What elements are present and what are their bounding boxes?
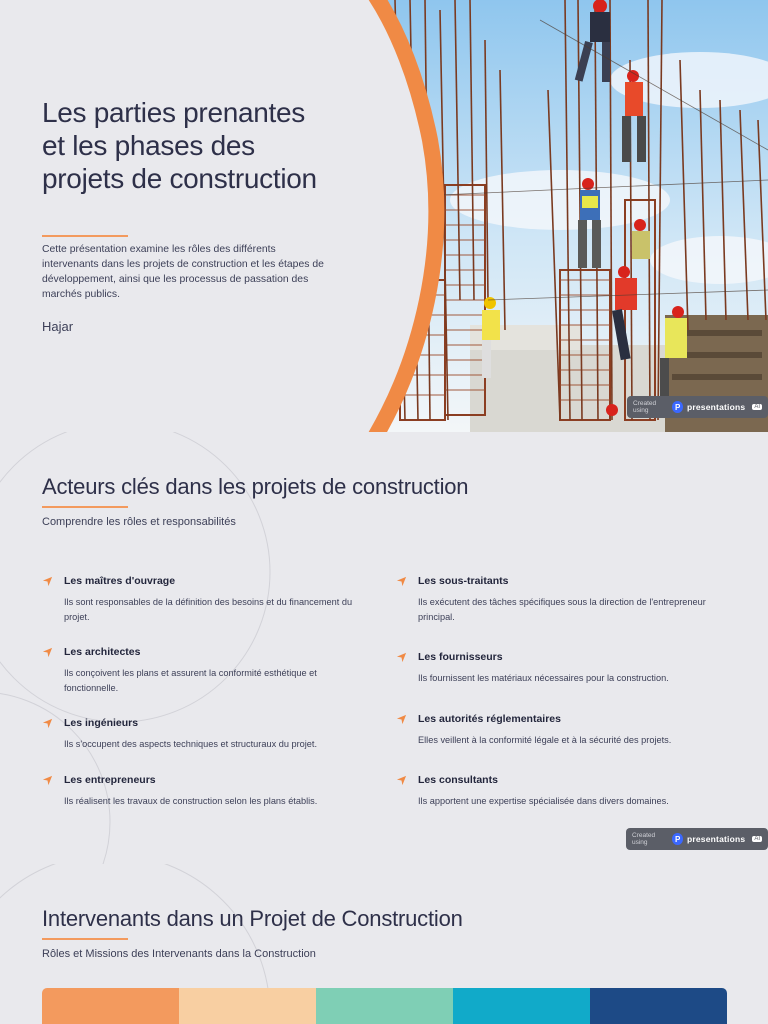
item-title: Les autorités réglementaires	[418, 713, 561, 725]
arrow-pointer-icon	[396, 714, 407, 725]
item-title: Les sous-traitants	[418, 575, 509, 587]
item-description: Ils s'occupent des aspects techniques et structuraux du projet.	[64, 739, 318, 749]
arrow-pointer-icon	[396, 775, 407, 786]
color-segment	[316, 988, 453, 1024]
slide-key-actors	[0, 432, 768, 864]
slide-description: Cette présentation examine les rôles des différents intervenants dans les projets de construction et les étapes de développement, ainsi que les processus de passation des marchés publics.	[42, 244, 324, 300]
item-description: Ils fournissent les matériaux nécessaires pour la construction.	[418, 673, 669, 683]
slide-stakeholders	[0, 864, 768, 1024]
arrow-pointer-icon	[396, 576, 407, 587]
slide-title	[0, 0, 768, 432]
item-description: Ils réalisent les travaux de construction selon les plans établis.	[64, 796, 318, 806]
presentations-watermark[interactable]	[626, 828, 768, 850]
item-description: Ils exécutent des tâches spécifiques sous la direction de l'entrepreneur principal.	[418, 597, 706, 622]
item-description: Ils sont responsables de la définition des besoins et du financement du projet.	[64, 597, 353, 622]
arrow-pointer-icon	[42, 647, 53, 658]
section-title: Intervenants dans un Projet de Construction	[42, 906, 463, 931]
item-title: Les maîtres d'ouvrage	[64, 575, 176, 587]
arrow-pointer-icon	[42, 576, 53, 587]
section-subtitle: Rôles et Missions des Intervenants dans la Construction	[42, 948, 316, 960]
item-title: Les ingénieurs	[64, 717, 139, 729]
brand-label: presentations	[686, 402, 746, 412]
item-title: Les entrepreneurs	[64, 774, 156, 786]
brand-suffix-label: AI	[754, 836, 760, 842]
color-segment	[179, 988, 316, 1024]
color-segment	[42, 988, 179, 1024]
item-description: Ils conçoivent les plans et assurent la conformité esthétique et fonctionnelle.	[64, 668, 317, 693]
brand-suffix-label: AI	[754, 404, 760, 410]
section-subtitle: Comprendre les rôles et responsabilités	[42, 516, 236, 528]
arrow-pointer-icon	[42, 775, 53, 786]
item-description: Ils apportent une expertise spécialisée dans divers domaines.	[418, 796, 669, 806]
title-accent-line	[42, 235, 128, 237]
brand-label: presentations	[686, 834, 746, 844]
created-using-label: Created using	[633, 400, 657, 414]
item-title: Les consultants	[418, 774, 498, 786]
color-segment	[590, 988, 727, 1024]
presentations-logo-icon: P	[672, 833, 683, 845]
item-title: Les architectes	[64, 646, 141, 658]
arrow-pointer-icon	[396, 652, 407, 663]
arrow-pointer-icon	[42, 718, 53, 729]
item-title: Les fournisseurs	[418, 651, 503, 663]
item-description: Elles veillent à la conformité légale et à la sécurité des projets.	[418, 735, 672, 745]
presentations-logo-icon: P	[672, 401, 683, 413]
created-using-label: Created using	[632, 832, 656, 846]
color-segment	[453, 988, 590, 1024]
section-title: Acteurs clés dans les projets de construction	[42, 474, 469, 499]
stakeholder-color-bar	[42, 988, 727, 1024]
author-name: Hajar	[42, 319, 74, 334]
page-title: Les parties prenantes et les phases des projets de construction	[42, 97, 317, 194]
section-accent-line	[42, 506, 128, 508]
construction-workers-photo	[0, 0, 768, 432]
presentations-watermark[interactable]	[627, 396, 768, 418]
section-accent-line	[42, 938, 128, 940]
